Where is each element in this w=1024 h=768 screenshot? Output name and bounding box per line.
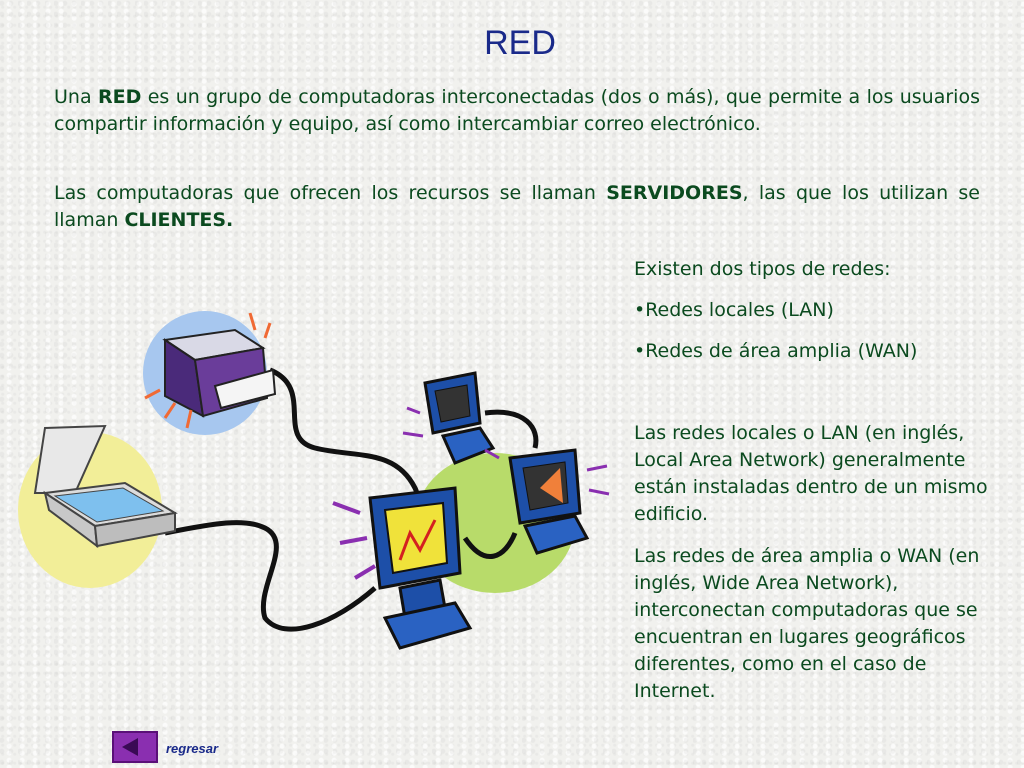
network-illustration <box>15 298 615 668</box>
lan-description: Las redes locales o LAN (en inglés, Local Area Network) generalmente están instaladas dentro de un mismo edificio. <box>634 422 988 525</box>
intro-paragraph-1: Una RED es un grupo de computadoras interconectadas (dos o más), que permite a los usuarios compartir información y equipo, así como intercambiar correo electrónico. <box>54 86 980 135</box>
back-link[interactable]: regresar <box>166 741 219 756</box>
cable-scanner <box>165 523 375 630</box>
types-intro: Existen dos tipos de redes: <box>634 258 891 280</box>
server-computer-icon <box>333 488 470 648</box>
intro-paragraph-2: Las computadoras que ofrecen los recursos se llaman SERVIDORES, las que los utilizan se llaman CLIENTES. <box>54 182 980 231</box>
client-computer-1-icon <box>403 373 493 463</box>
arrow-left-icon <box>120 737 150 757</box>
type-wan-item: •Redes de área amplia (WAN) <box>634 340 918 362</box>
cable-client-1 <box>485 412 536 448</box>
type-lan-item: •Redes locales (LAN) <box>634 299 834 321</box>
page-title: RED <box>484 24 556 62</box>
wan-description: Las redes de área amplia o WAN (en inglés, Wide Area Network), interconectan computadoras que se encuentran en lugares geográficos diferentes, como en el caso de Internet. <box>634 545 980 702</box>
back-button[interactable] <box>112 731 158 763</box>
